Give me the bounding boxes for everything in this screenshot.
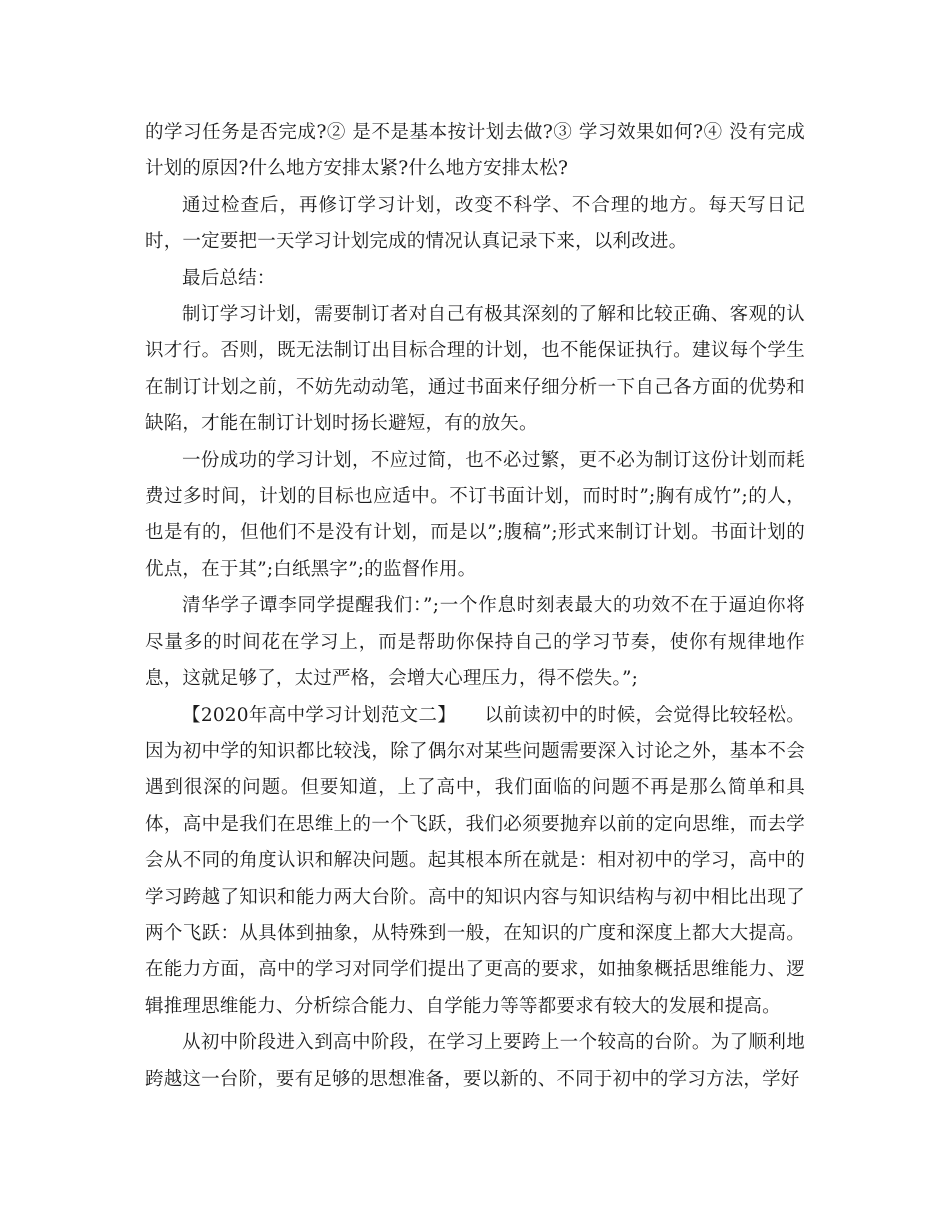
paragraph-self-knowledge: 制订学习计划，需要制订者对自己有极其深刻的了解和比较正确、客观的认识才行。否则，既无法制订出目标合理的计划，也不能保证执行。建议每个学生在制订计划之前，不妨先动动笔，通过书面来仔细分析一下自己各方面的优势和缺陷，才能在制订计划时扬长避短，有的放矢。 [145, 304, 805, 435]
paragraph-sample-two: 【2020年高中学习计划范文二】 以前读初中的时候，会觉得比较轻松。因为初中学的知识都比较浅，除了偶尔对某些问题需要深入讨论之外，基本不会遇到很深的问题。但要知道，上了高中，我们面临的问题不再是那么简单和具体，高中是我们在思维上的一个飞跃，我们必须要抛弃以前的定向思维，而去学会从不同的角度认识和解决问题。起其根本所在就是：相对初中的学习，高中的学习跨越了知识和能力两大台阶。高中的知识内容与知识结构与初中相比出现了两个飞跃：从具体到抽象，从特殊到一般，在知识的广度和深度上都大大提高。在能力方面，高中的学习对同学们提出了更高的要求，如抽象概括思维能力、逻辑推理思维能力、分析综合能力、自学能力等等都要求有较大的发展和提高。 [145, 704, 805, 1017]
paragraph-junior-to-senior: 从初中阶段进入到高中阶段，在学习上要跨上一个较高的台阶。为了顺利地跨越这一台阶，要有足够的思想准备，要以新的、不同于初中的学习方法，学好 [145, 1032, 805, 1090]
paragraph-study-check-questions: 的学习任务是否完成?② 是不是基本按计划去做?③ 学习效果如何?④ 没有完成计划的原因?什么地方安排太紧?什么地方安排太松? [145, 122, 805, 180]
document-page [145, 115, 805, 1098]
paragraph-tsinghua-quote: 清华学子谭李同学提醒我们：”;一个作息时刻表最大的功效不在于逼迫你将尽量多的时间花在学习上，而是帮助你保持自己的学习节奏，使你有规律地作息，这就足够了，太过严格，会增大心理压力，得不偿失。”; [145, 595, 805, 690]
paragraph-revise-plan: 通过检查后，再修订学习计划，改变不科学、不合理的地方。每天写日记时，一定要把一天学习计划完成的情况认真记录下来，以利改进。 [145, 194, 805, 253]
paragraph-summary-heading: 最后总结： [182, 267, 276, 289]
paragraph-successful-plan: 一份成功的学习计划，不应过简，也不必过繁，更不必为制订这份计划而耗费过多时间，计划的目标也应适中。不订书面计划，而时时”;胸有成竹”;的人，也是有的，但他们不是没有计划，而是以”;腹稿”;形式来制订计划。书面计划的优点，在于其”;白纸黑字”;的监督作用。 [145, 449, 805, 580]
